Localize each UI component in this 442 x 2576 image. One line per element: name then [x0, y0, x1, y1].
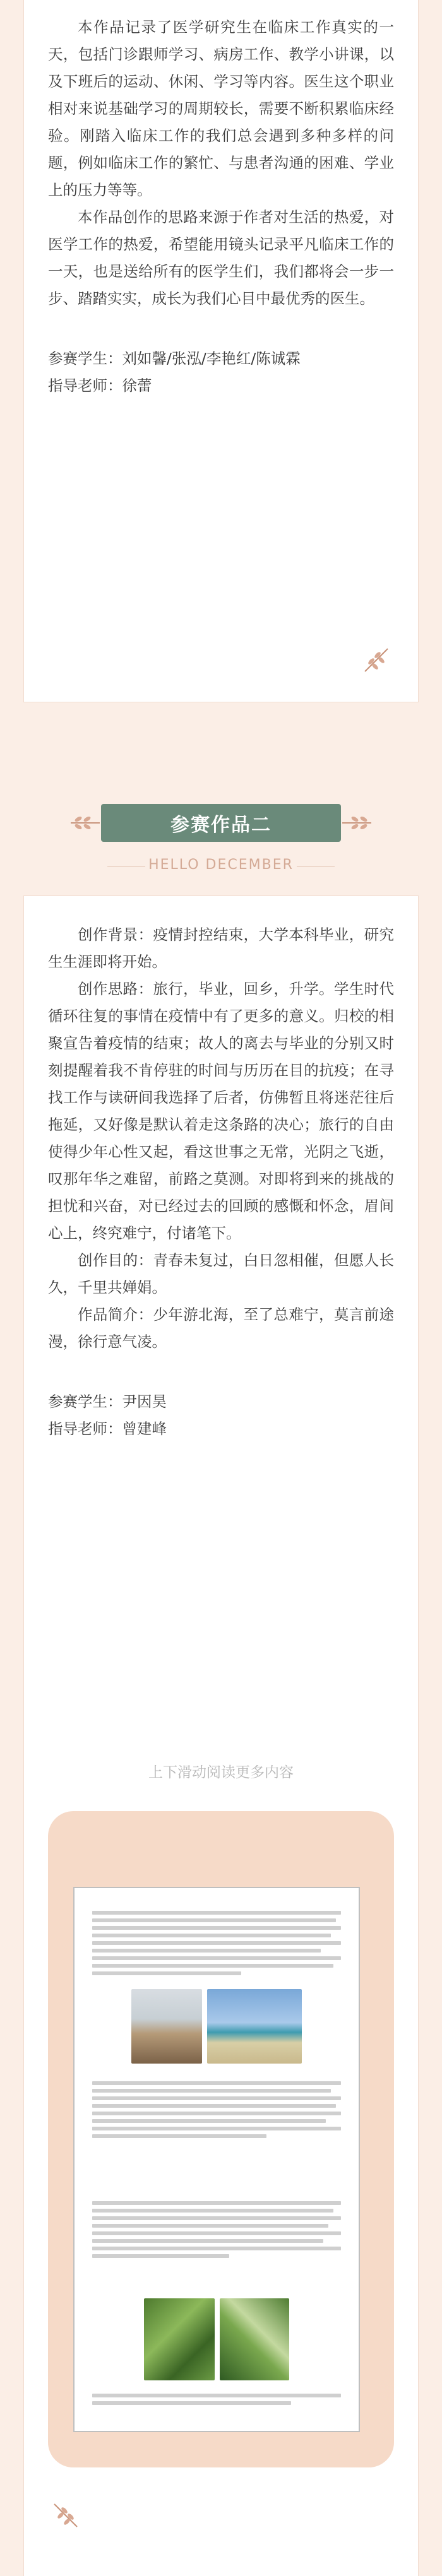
work1-paragraph-1: 本作品记录了医学研究生在临床工作真实的一天，包括门诊跟师学习、病房工作、教学小讲课，以及下班后的运动、休闲、学习等内容。医生这个职业相对来说基础学习的周期较长，需要不断积累临床经验。刚踏入临床工作的我们总会遇到多种多样的问题，例如临床工作的繁忙、与患者沟通的困难、学业上的压力等等。: [48, 18, 394, 199]
work1-students: 参赛学生：刘如馨/张泓/李艳红/陈诚霖: [48, 350, 301, 367]
work2-purpose: 创作目的：青春未复过，白日忽相催，但愿人长久，千里共婵娟。: [48, 1251, 394, 1296]
work1-teacher: 指导老师：徐蕾: [48, 377, 152, 394]
work2-students: 参赛学生：尹因昊: [48, 1393, 167, 1410]
green-plants-photo-right: [220, 2298, 289, 2380]
beach-stones-photo: [131, 1989, 202, 2064]
hello-divider-right: [297, 866, 335, 867]
work2-idea: 创作思路：旅行，毕业，回乡，升学。学生时代循环往复的事情在疫情中有了更多的意义。归校的相聚宣告着疫情的结束；故人的离去与毕业的分别又时刻提醒着我不肯停驻的时间与历历在目的抗疫；在寻找工作与读研间我选择了后者，仿佛暂且将迷茫往后拖延，又好像是默认着走这条路的决心；旅行的自由使得少年心性又起，看这世事之无常，光阴之飞逝，叹那年华之难留，前路之莫测。对即将到来的挑战的担忧和兴奋，对已经过去的回顾的感慨和怀念，眉间心上，终究难宁，付诸笔下。: [48, 980, 394, 1242]
hello-subtitle: HELLO DECEMBER: [148, 857, 294, 873]
work2-teacher: 指导老师：曾建峰: [48, 1420, 167, 1438]
leaf-sprig-icon-bottom: [49, 2499, 82, 2532]
leaf-sprig-icon-right: [341, 806, 374, 839]
seaside-photo: [207, 1989, 302, 2064]
work1-paragraph-2: 本作品创作的思路来源于作者对生活的热爱，对医学工作的热爱，希望能用镜头记录平凡临床工作的一天，也是送给所有的医学生们，我们都将会一步一步、踏踏实实，成长为我们心目中最优秀的医生。: [48, 208, 394, 307]
leaf-sprig-icon-left: [68, 806, 101, 839]
scroll-hint: 上下滑动阅读更多内容: [148, 1764, 294, 1781]
work2-intro: 作品简介：少年游北海，至了总难宁，莫言前途漫，徐行意气凌。: [48, 1306, 394, 1350]
work2-background: 创作背景：疫情封控结束，大学本科毕业，研究生生涯即将开始。: [48, 926, 394, 971]
green-plants-photo-left: [144, 2298, 215, 2380]
leaf-sprig-icon: [360, 644, 393, 676]
document-preview[interactable]: [73, 1887, 360, 2432]
work1-card: [24, 0, 418, 702]
work2-banner: 参赛作品二: [101, 804, 341, 842]
document-page: [92, 1907, 341, 2412]
